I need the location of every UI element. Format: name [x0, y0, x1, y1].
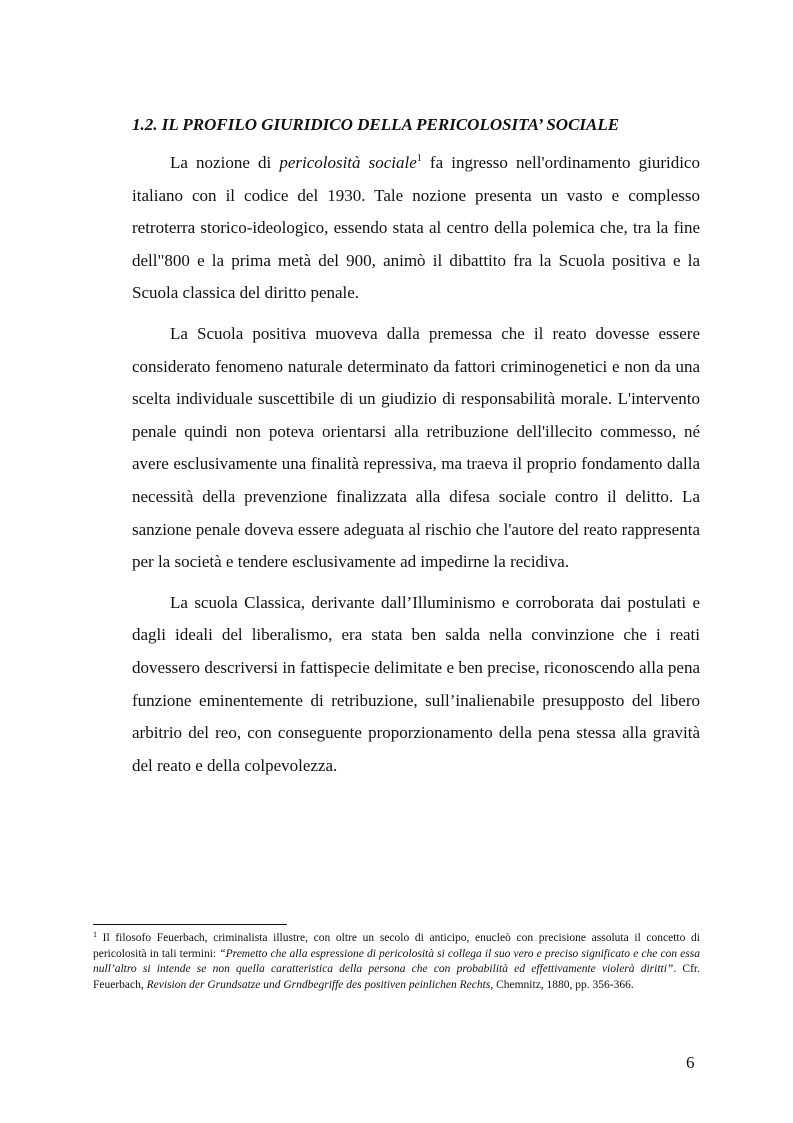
footnote-separator: [93, 924, 287, 925]
footnote-publication: , Chemnitz, 1880, pp. 356-366.: [490, 978, 634, 991]
section-heading: 1.2. IL PROFILO GIURIDICO DELLA PERICOLOSITA’ SOCIALE: [132, 115, 620, 134]
italic-term: pericolosità sociale: [279, 153, 417, 172]
footnote-quote: “Premetto che alla espressione di pericolosità si collega il suo vero e preciso significato e che con essa null’altro si intende se non quella caratteristica della persona che con probabilità ed effettivamente violerà diritti”: [93, 947, 700, 976]
footnote-number: 1: [93, 930, 97, 939]
footnote-cfr: . Cfr. Feuerbach,: [93, 963, 700, 991]
footnote-intro: Il filosofo Feuerbach, criminalista illustre, con oltre un secolo di anticipo, enucleò con precisione assoluta il concetto di pericolosità in tali termini:: [93, 932, 700, 960]
paragraph-3: La scuola Classica, derivante dall’Illuminismo e corroborata dai postulati e dagli ideali del liberalismo, era stata ben salda nella convinzione che i reati dovessero descriversi in fattispecie delimitate e ben precise, riconoscendo alla pena funzione eminentemente di retribuzione, sull’inalienabile presupposto del libero arbitrio del reo, con conseguente proporzionamento della pena stessa alla gravità del reato e della colpevolezza.: [132, 592, 700, 775]
paragraph-1-rest: fa ingresso nell'ordinamento giuridico italiano con il codice del 1930. Tale nozione presenta un vasto e complesso retroterra storico-ideologico, essendo stata al centro della polemica che, tra la fine dell"800 e la prima metà del 900, animò il dibattito fra la Scuola positiva e la Scuola classica del diritto penale.: [132, 153, 700, 303]
paragraph-1-lead: La nozione di: [170, 153, 280, 172]
footnote: [93, 931, 700, 993]
page-number: 6: [686, 1053, 695, 1072]
footnote-work-title: Revision der Grundsatze und Grndbegriffe des positiven peinlichen Rechts: [146, 978, 491, 991]
footnote-reference[interactable]: 1: [416, 153, 422, 164]
body-text: [132, 147, 700, 790]
paragraph-1: [132, 147, 700, 310]
paragraph-2: La Scuola positiva muoveva dalla premessa che il reato dovesse essere considerato fenomeno naturale determinato da fattori criminogenetici e non da una scelta individuale suscettibile di un giudizio di responsabilità morale. L'intervento penale quindi non poteva orientarsi alla retribuzione dell'illecito commesso, né avere esclusivamente una finalità repressiva, ma traeva il proprio fondamento dalla necessità della prevenzione finalizzata alla difesa sociale contro il delitto. La sanzione penale doveva essere adeguata al rischio che l'autore del reato rappresenta per la società e tendere esclusivamente ad impedirne la recidiva.: [132, 323, 700, 572]
